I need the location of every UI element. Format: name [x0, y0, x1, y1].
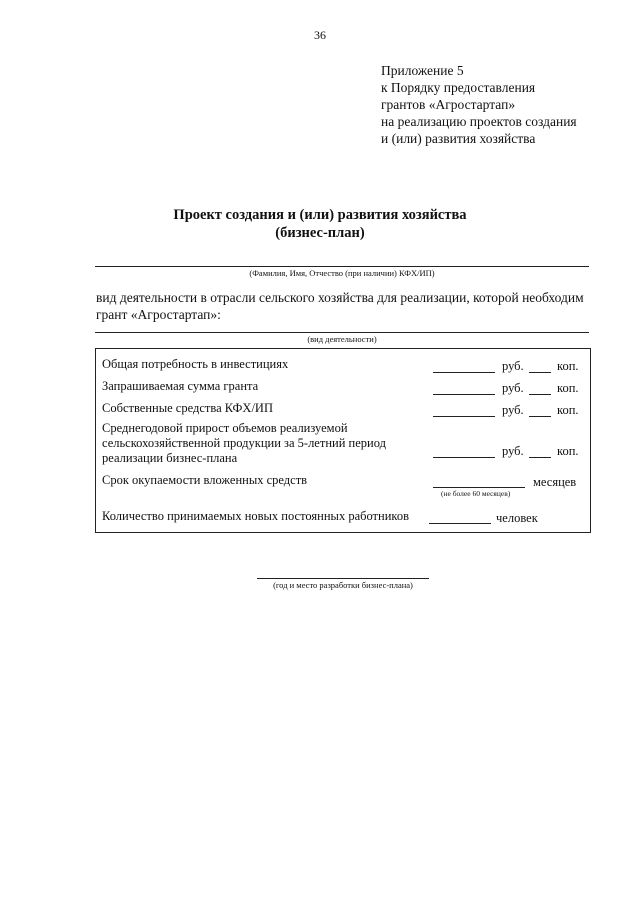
rub-label: руб.: [502, 444, 524, 458]
appendix-line: Приложение 5: [381, 63, 464, 78]
own-funds-kop-field[interactable]: [529, 416, 551, 417]
rub-label: руб.: [502, 381, 524, 395]
appendix-line: на реализацию проектов создания: [381, 114, 577, 129]
title-line-1: Проект создания и (или) развития хозяйства: [173, 207, 467, 223]
activity-text-line-1: вид деятельности в отрасли сельского хозяйства для реализации, которой необходим: [96, 290, 584, 305]
growth-kop-field[interactable]: [529, 457, 551, 458]
kop-label: коп.: [557, 403, 579, 417]
own-funds-rub-field[interactable]: [433, 416, 495, 417]
growth-label-line-3: реализации бизнес-плана: [102, 451, 238, 465]
payback-note: (не более 60 месяцев): [441, 489, 511, 498]
new-workers-label: Количество принимаемых новых постоянных работников: [102, 509, 409, 523]
title-line-2: (бизнес-план): [275, 225, 365, 241]
rub-label: руб.: [502, 403, 524, 417]
people-label: человек: [496, 511, 538, 525]
growth-label-line-2: сельскохозяйственной продукции за 5-летний период: [102, 436, 386, 450]
fio-field-line[interactable]: [95, 266, 589, 267]
investment-label: Общая потребность в инвестициях: [102, 357, 289, 371]
kop-label: коп.: [557, 444, 579, 458]
grant-amount-label: Запрашиваемая сумма гранта: [102, 379, 259, 393]
business-plan-summary-table: [95, 348, 591, 533]
activity-text: [96, 289, 596, 323]
fio-caption: (Фамилия, Имя, Отчество (при наличии) КФХ/ИП): [249, 268, 435, 278]
year-place-caption: (год и место разработки бизнес-плана): [273, 580, 413, 590]
payback-label: Срок окупаемости вложенных средств: [102, 473, 308, 487]
page-number: 36: [314, 28, 326, 42]
payback-months-field[interactable]: [433, 487, 525, 488]
document-title: [0, 206, 640, 242]
kop-label: коп.: [557, 359, 579, 373]
kop-label: коп.: [557, 381, 579, 395]
own-funds-label: Собственные средства КФХ/ИП: [102, 401, 273, 415]
investment-kop-field[interactable]: [529, 372, 551, 373]
appendix-line: и (или) развития хозяйства: [381, 131, 536, 146]
growth-rub-field[interactable]: [433, 457, 495, 458]
activity-field-line[interactable]: [95, 332, 589, 333]
months-label: месяцев: [533, 475, 577, 489]
activity-text-line-2: грант «Агростартап»:: [96, 307, 221, 322]
rub-label: руб.: [502, 359, 524, 373]
new-workers-field[interactable]: [429, 523, 491, 524]
grant-kop-field[interactable]: [529, 394, 551, 395]
activity-caption: (вид деятельности): [307, 334, 377, 344]
year-place-field-line[interactable]: [257, 578, 429, 579]
appendix-line: грантов «Агростартап»: [381, 97, 516, 112]
growth-label-line-1: Среднегодовой прирост объемов реализуемой: [102, 421, 348, 435]
appendix-line: к Порядку предоставления: [381, 80, 536, 95]
grant-rub-field[interactable]: [433, 394, 495, 395]
investment-rub-field[interactable]: [433, 372, 495, 373]
appendix-header: [381, 62, 577, 147]
